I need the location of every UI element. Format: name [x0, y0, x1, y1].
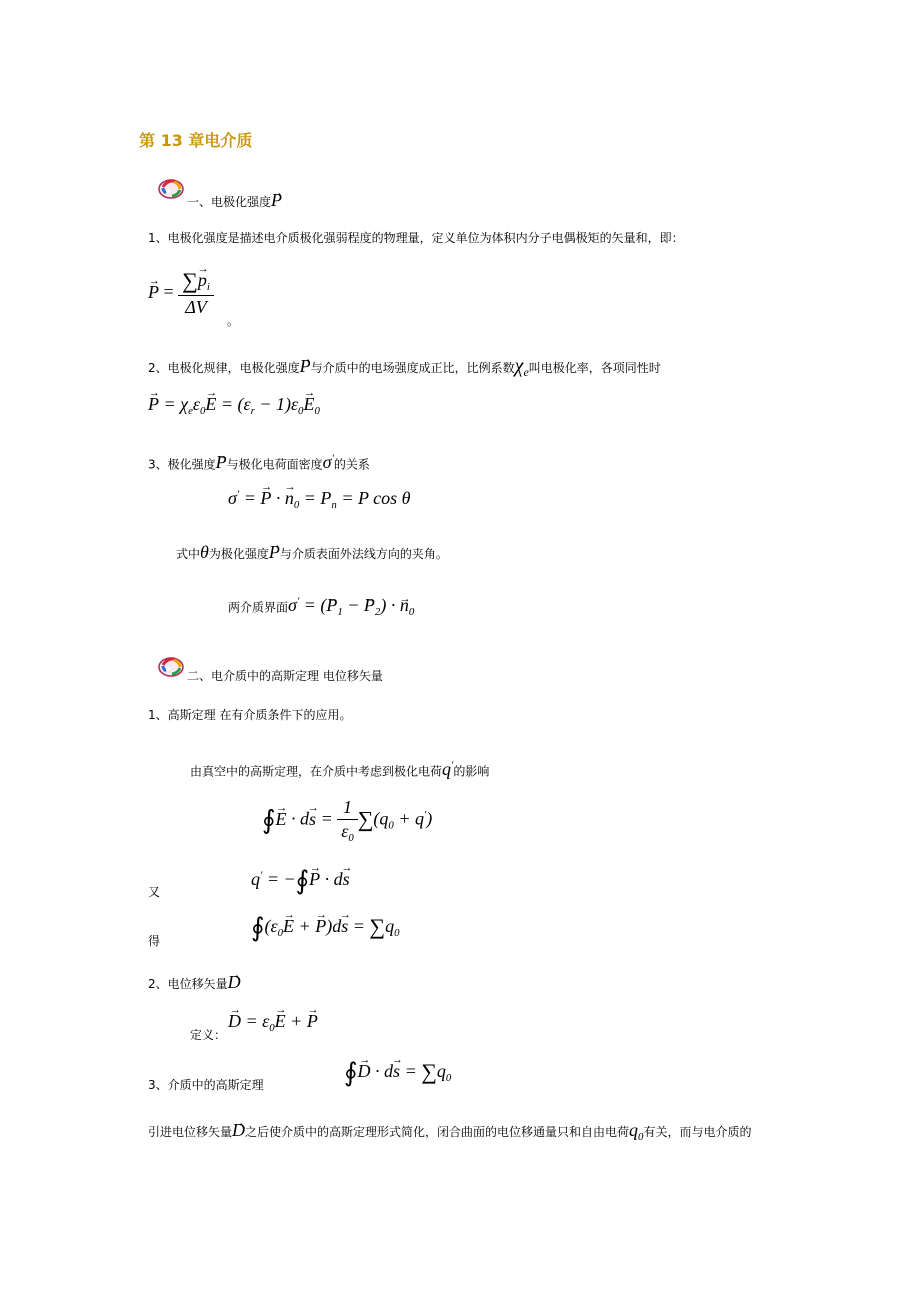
symbol-chi: $\chi_e$ — [514, 355, 529, 380]
s1-item1: 1、电极化强度是描述电介质极化强弱程度的物理量，定义单位为体积内分子电偶极矩的矢量和，即： — [148, 231, 684, 245]
s2-item2: 2、电位移矢量→ D — [148, 975, 241, 991]
s1-note: 式中θ为极化强度→ P与介质表面外法线方向的夹角。 — [176, 545, 448, 561]
section1-heading — [187, 190, 283, 210]
s1-item3: 3、极化强度→ P与极化电荷面密度σ'的关系 — [148, 452, 370, 471]
symbol-theta: θ — [200, 542, 209, 562]
chapter-title: 第 13 章电介质 — [139, 131, 253, 150]
word-de: 得 — [148, 934, 161, 948]
formula-interface: σ' = (→ $P_1$ − → $P_2$) · → $n_0$ — [288, 595, 414, 615]
formula-polarization-law: → $P = \chi_e\varepsilon_0\to E = (\varepsilon_r - 1)\varepsilon_0\to E_0$ — [148, 394, 320, 417]
formula-D-def: → $D = \varepsilon_0\to E$ + → P — [228, 1011, 318, 1034]
section1-heading-text: 一、电极化强度 — [187, 195, 272, 209]
palette-bullet-icon — [157, 177, 185, 201]
symbol-P: → P — [269, 542, 280, 562]
formula-gauss-dielectric: ∮→ $D \cdot d\to s = \sum q_0$ — [344, 1058, 451, 1088]
symbol-D: → D — [232, 1120, 245, 1140]
symbol-P: → P — [216, 452, 227, 472]
s2-item1-desc: 由真空中的高斯定理，在介质中考虑到极化电荷q'的影响 — [190, 759, 490, 780]
s2-definition-label: 定义： — [190, 1028, 227, 1042]
symbol-D: → D — [228, 972, 241, 992]
formula-surface-charge: σ' = → P · → $n_0 = P_n = P$ cos θ — [228, 488, 411, 511]
section2-heading: 二、电介质中的高斯定理 电位移矢量 — [187, 669, 383, 683]
symbol-sigma-prime: σ' — [322, 452, 334, 473]
s1-interface: 两介质界面σ' = (→ $P_1$ − → $P_2$) · → $n_0$ — [228, 595, 414, 619]
symbol-P: → P — [300, 356, 311, 376]
formula-q-prime: q' = −∮→ P · d→ s — [251, 866, 350, 896]
s2-item3: 3、介质中的高斯定理 — [148, 1078, 264, 1092]
s2-final: 引进电位移矢量→ D之后使介质中的高斯定理形式简化，闭合曲面的电位移通量只和自由电荷$q_0$有关，而与电介质的 — [148, 1123, 751, 1144]
symbol-q-prime: q' — [442, 759, 454, 780]
palette-bullet-icon — [157, 655, 185, 679]
period: 。 — [227, 314, 240, 328]
formula-gauss-vacuum: ∮→ E · d→ s = $\frac{1}{\varepsilon_0}$ $\sum(q_0 + q')$ — [262, 797, 432, 844]
s2-item1: 1、高斯定理 在有介质条件下的应用。 — [148, 708, 352, 722]
formula-polarization-def: → P = $\frac{\sum\to p_i}{\Delta V}$ — [148, 268, 214, 318]
word-you: 又 — [148, 885, 161, 899]
s1-item2: 2、电极化规律，电极化强度→ P与介质中的电场强度成正比，比例系数$\chi_e$叫电极化率，各项同性时 — [148, 359, 661, 379]
symbol-P: → P — [271, 190, 282, 210]
formula-gauss-combined: $∮(\varepsilon_0\to E$ + → $P)d\to s = \sum q_0$ — [251, 913, 399, 943]
symbol-q0: $q_0$ — [629, 1120, 644, 1143]
